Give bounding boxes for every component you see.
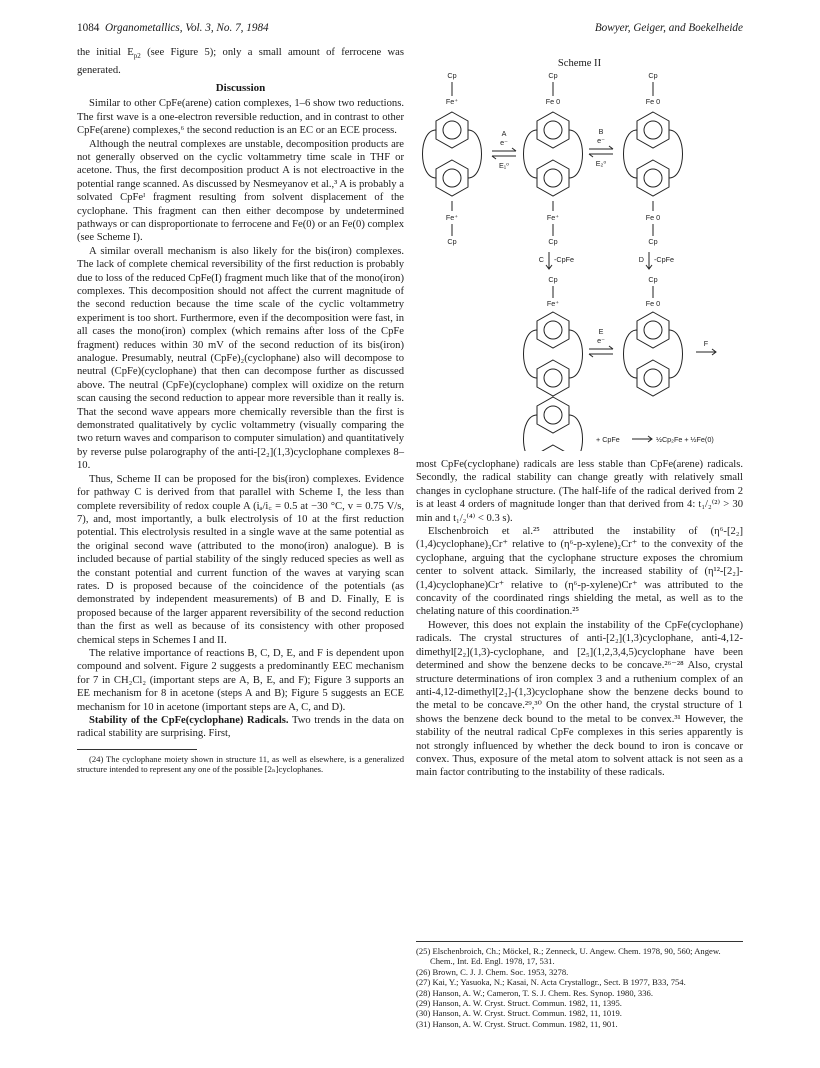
loss-cpfe-label: -CpFe: [654, 255, 674, 264]
paragraph: Elschenbroich et al.²⁵ attributed the instability of (η⁶-[2₂](1,4)cyclophane)₂Cr⁺ relative to (η⁶-p-xylene)₂Cr⁺ to the convexity of the cyclophane, arguing that the cyclophane structure exposes the chromium center to solvent attack. Similarly, the increased stability of (η¹²-[2₂]-(1,4)cyclophane)Cr⁺ relative to (η⁶-p-xylene)Cr⁺ was attributed to the concavity of the coordinated rings shielding the metal, as well as to the chelating nature of this coordination.²⁵: [416, 526, 743, 618]
loss-cpfe-label: -CpFe: [554, 255, 574, 264]
reference-item: (26) Brown, C. J. J. Chem. Soc. 1953, 3278.: [416, 966, 569, 977]
cyclophane-structure: [624, 112, 683, 196]
paragraph: Similar to other CpFe(arene) cation complexes, 1–6 show two reductions. The first wave is a one-electron reversible reduction, and in contrast to other CpFe(arene) complexes,⁶ the second reduction is an EC or an ECE process.: [77, 98, 404, 137]
page-number: 1084: [77, 22, 100, 34]
electron-label: e⁻: [597, 336, 605, 345]
paragraph-intro: the initial $E_{p2}$ (see Figure 5); only a small amount of ferrocene was generated.: [77, 47, 405, 76]
cp-label: Cp: [548, 237, 558, 246]
reference-item: (29) Hanson, A. W. Cryst. Struct. Commun. 1982, 11, 1395.: [416, 998, 622, 1009]
section-title-discussion: Discussion: [215, 81, 266, 94]
cp-label: Cp: [648, 71, 658, 80]
cp-label: Cp: [648, 275, 658, 284]
paragraph: The relative importance of reactions B, C, D, E, and F is dependent upon compound and solvent. Figure 2 suggests a predominantly EEC mechanism for 7 in CH₂Cl₂ (important steps are A, B, E, and F); Figure 3 supports an EE mechanism for 8 in acetone (steps A and B); Figure 5 suggests an ECE mechanism for 10 in acetone (important steps are A, C, and D).: [77, 647, 404, 713]
fe-label: Fe⁺: [546, 213, 560, 222]
right-column: [416, 458, 743, 780]
cyclophane-structure: [524, 112, 583, 196]
cyclophane-structure: [423, 112, 482, 196]
electron-label: e⁻: [500, 138, 508, 147]
cyclophane-structure: [624, 312, 683, 396]
fe-label: Fe⁺: [546, 299, 560, 308]
fe-zero-label: Fe 0: [545, 97, 561, 106]
scheme-title: Scheme II: [557, 58, 602, 69]
references: [416, 946, 743, 1029]
paragraph-stability: Stability of the CpFe(cyclophane) Radicals. Two trends in the data on radical stability are surprising. First,: [77, 715, 405, 740]
step-e-label: E: [598, 327, 604, 336]
step-d-label: D: [638, 255, 644, 264]
fe-label: Fe⁺: [445, 213, 459, 222]
products-label: ½Cp₂Fe + ½Fe(0): [656, 435, 714, 444]
cp-label: Cp: [447, 237, 457, 246]
paragraph: most CpFe(cyclophane) radicals are less stable than CpFe(arene) radicals. Secondly, the radical stability can change greatly with relatively small changes in cyclophane structure. (The half-life of the radical derived from 2 is at least 4 orders of magnitude longer than that derived from 4: t₁/₂⁽²⁾ > 30 min and t₁/₂⁽⁴⁾ < 0.3 s).: [416, 459, 743, 524]
paragraph: However, this does not explain the instability of the CpFe(cyclophane) radicals. The crystal structures of anti-[2₂](1,3)cyclophane, anti-4,12-dimethyl[2₂](1,3)-cyclophane, and [2₅](1,2,3,4,5)cyclophane have been determined and show the benzene decks to be concave.²⁶⁻²⁸ Also, crystal structure determinations of iron complex 3 and a ruthenium complex of an anti-4,12-dimethyl[2₂]-(1,3)cyclophane show the benzene decks bound to the metal to be concave.²⁹,³⁰ On the other hand, the crystal structure of 1 shows the benzene deck bound to the metal to be convex.³¹ However, the stability of the neutral radical CpFe complexes in this series apparently is not strongly influenced by whether the deck bound to iron is concave or convex. Thus, exposure of the metal atom to solvent attack is not seen as a main factor contributing to the instability of these radicals.: [416, 619, 743, 779]
step-c-label: C: [538, 255, 544, 264]
cp-label: Cp: [548, 71, 558, 80]
fe-zero-label: Fe 0: [645, 299, 661, 308]
footnote-divider: [77, 749, 197, 750]
cp-label: Cp: [648, 237, 658, 246]
paragraph: Although the neutral complexes are unstable, decomposition products are not generally observed on the cyclic voltammetry time scale in THF or acetone. Thus, the first decomposition product A is not electroactive in the potential range scanned. As discussed by Nesmeyanov et al.,³ A is probably a solvated CpFeᴵ fragment resulting from solvent displacement of the cyclophane. This fragment can then either decompose by undetermined pathways or can disproportionate to ferrocene and Fe(0) or an Fe(0) complex (see Scheme I).: [77, 138, 404, 244]
reference-item: (30) Hanson, A. W. Cryst. Struct. Commun. 1982, 11, 1019.: [416, 1008, 622, 1019]
journal-citation: Organometallics, Vol. 3, No. 7, 1984: [104, 22, 269, 34]
cp-label: Cp: [548, 275, 558, 284]
runin-heading: Stability of the CpFe(cyclophane) Radicals.: [89, 715, 289, 727]
paragraph: Thus, Scheme II can be proposed for the bis(iron) complexes. Evidence for pathway C is derived from that parallel with Scheme I, the less than complete reversibility of redox couple A (iₐ/i꜀ = 0.5 at −30 °C, v = 0.75 V/s, 7), and, most importantly, a bulk electrolysis of 10 at the first reduction potential. This electrolysis resulted in a single wave at the same potential as the original second wave (attributed to the mono(iron) analogue). B is included because of partial stability of the singly reduced species as well as the constant potential and current function of the waves at varying scan rates. D is proposed because of the coincidence of the potentials (as demonstrated by independent measurements) of B and D. Finally, E is proposed because of the larger apparent reversibility of the second reduction than the first as well as because of its consistency with other proposed chemical steps in Schemes I and II.: [77, 473, 404, 646]
reference-item: (31) Hanson, A. W. Cryst. Struct. Commun. 1982, 11, 901.: [416, 1018, 618, 1029]
scheme-diagram: [416, 46, 743, 451]
electron-label: e⁻: [597, 136, 605, 145]
fe-zero-label: Fe 0: [645, 97, 661, 106]
potential-e1: E₁⁰: [498, 161, 510, 170]
footnote-24: (24) The cyclophane moiety shown in structure 11, as well as elsewhere, is a generalized structure intended to represent any one of the possible [2ₙ]cyclophanes.: [77, 753, 404, 775]
references-divider: [416, 941, 743, 942]
step-a-label: A: [501, 129, 507, 138]
free-cyclophane: [524, 397, 583, 451]
reference-item: (28) Hanson, A. W.; Cameron, T. S. J. Chem. Res. Synop. 1980, 336.: [416, 987, 653, 998]
fe-zero-label: Fe 0: [645, 213, 661, 222]
fe-label: Fe⁺: [445, 97, 459, 106]
cyclophane-structure: [524, 312, 583, 396]
header-left: [77, 22, 269, 34]
potential-e2: E₂⁰: [595, 159, 607, 168]
cp-label: Cp: [447, 71, 457, 80]
plus-cpfe-label: + CpFe: [596, 435, 620, 444]
scheme-ii: [416, 46, 743, 451]
reference-item: (25) Elschenbroich, Ch.; Möckel, R.; Zenneck, U. Angew. Chem. 1978, 90, 560; Angew. Chem., Int. Ed. Engl. 1978, 17, 531.: [416, 946, 721, 967]
header-authors: Bowyer, Geiger, and Boekelheide: [594, 22, 743, 34]
reference-item: (27) Kai, Y.; Yasuoka, N.; Kasai, N. Acta Crystallogr., Sect. B 1977, B33, 754.: [416, 977, 686, 988]
running-header: [77, 22, 743, 38]
step-b-label: B: [598, 127, 604, 136]
paragraph: A similar overall mechanism is also likely for the bis(iron) complexes. The lack of complete chemical reversibility of the first reduction is probably due to loss of the reduced CpFe(I) fragment much like that of the mono(iron) complexes. This decomposition should not affect the current magnitude of the second reduction because the time scale of the cyclic voltammetry experiment is too short. Furthermore, even if the decomposition were fast, in all cases the mono(iron) complex (which remains after loss of the CpFe fragment) reduces within 30 mV of the second reduction of its bis(iron) analogue. Presumably, neutral (CpFe)₂(cyclophane) also will decompose to neutral (CpFe)(cyclophane) that then can decompose further as discussed above. The neutral (CpFe)(cyclophane) complex will oxidize on the return scan causing the second reduction to appear more reversible than it really is. That the second wave appears more chemically reversible than the first is demonstrated qualitatively by cyclic voltammetry (visually comparing the two return waves and comparison to computer simulation) and quantitatively by reverse pulse polarography of the anti-[2₂](1,3)cyclophane complexes 8–10.: [77, 245, 404, 472]
left-column: [77, 46, 404, 774]
step-f-label: F: [703, 339, 709, 348]
